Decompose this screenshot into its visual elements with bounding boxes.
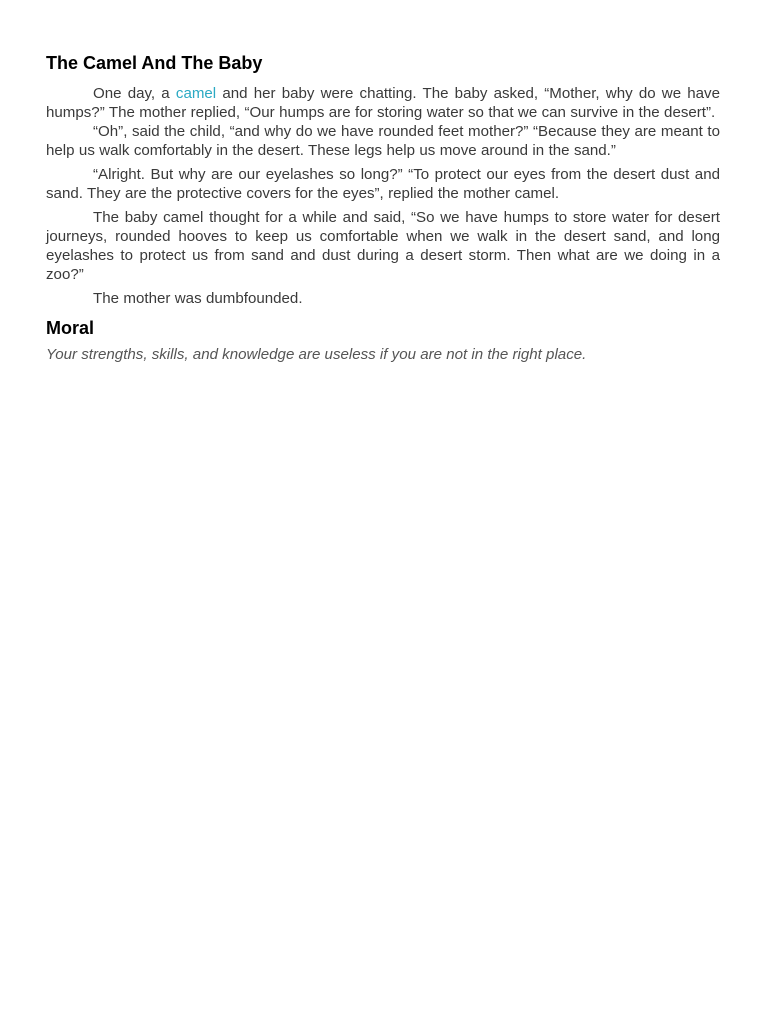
story-title: The Camel And The Baby <box>46 53 263 73</box>
moral-text: Your strengths, skills, and knowledge are useless if you are not in the right place. <box>46 346 587 363</box>
paragraph-1-text-start: One day, a <box>93 85 176 102</box>
story-paragraph-2: “Oh”, said the child, “and why do we have rounded feet mother?” “Because they are meant to help us walk comfortably in the desert. These legs help us move around in the sand.” <box>46 123 720 159</box>
story-paragraph-1 <box>46 84 720 122</box>
story-paragraph-4: The baby camel thought for a while and said, “So we have humps to store water for desert journeys, rounded hooves to keep us comfortable when we walk in the desert sand, and long eyelashes to protect us from sand and dust during a desert storm. Then what are we doing in a zoo?” <box>46 209 720 283</box>
camel-link[interactable]: camel <box>175 85 217 102</box>
paragraph-1-text-end: and her baby were chatting. The baby asked, “Mother, why do we have humps?” The mother replied, “Our humps are for storing water so that we can survive in the desert”. <box>46 85 720 121</box>
story-paragraph-5: The mother was dumbfounded. <box>93 290 303 307</box>
document-page <box>46 51 720 364</box>
moral-heading: Moral <box>46 318 95 338</box>
story-paragraph-3: “Alright. But why are our eyelashes so long?” “To protect our eyes from the desert dust and sand. They are the protective covers for the eyes”, replied the mother camel. <box>46 166 720 202</box>
